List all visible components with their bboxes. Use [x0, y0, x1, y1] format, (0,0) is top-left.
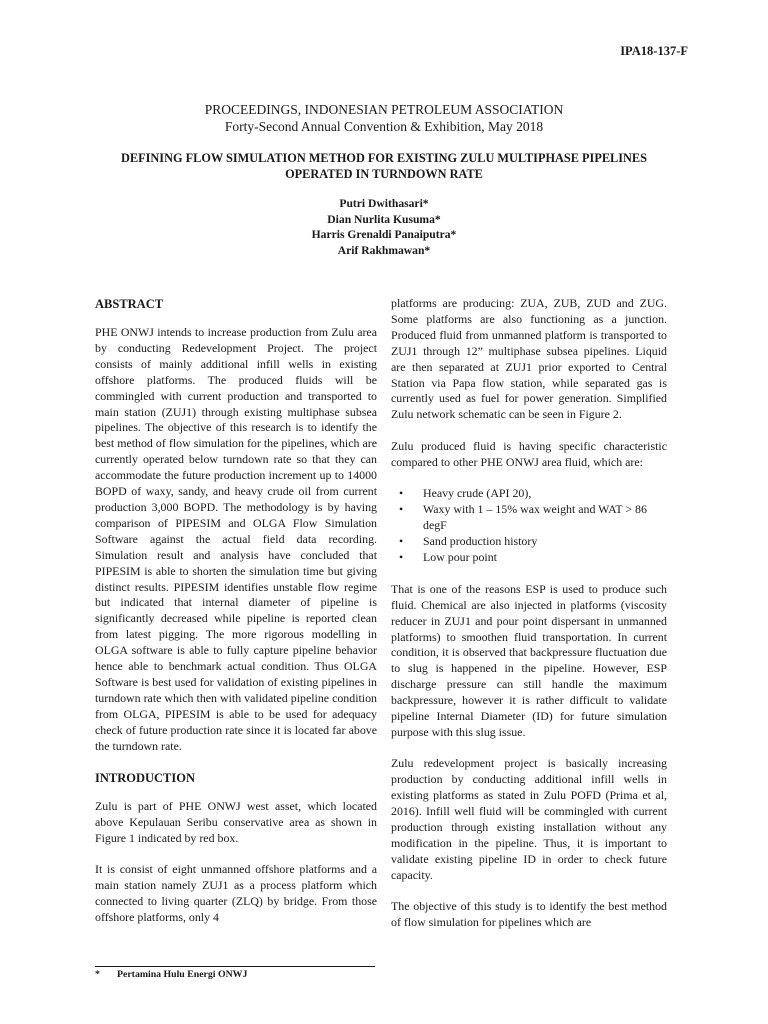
paper-title	[0, 150, 768, 182]
body-paragraph-1: platforms are producing: ZUA, ZUB, ZUD and ZUG. Some platforms are also functioning as a junction. Produced fluid from unmanned platform is transported to ZUJ1 through 12” multiphase subsea pipelines. Liquid are then separated at ZUJ1 prior exported to Central Station via Papa flow station, while separated gas is currently used as fuel for power generation. Simplified Zulu network schematic can be seen in Figure 2.	[391, 296, 667, 422]
abstract-paragraph: PHE ONWJ intends to increase production from Zulu area by conducting Redevelopment Project. The project consists of mainly additional infill wells in existing offshore platforms. The produced fluids will be commingled with current production and transported to main station (ZUJ1) through existing multiphase subsea pipelines. The objective of this research is to identify the best method of flow simulation for the pipelines, which are currently operated below turndown rate so that they can accommodate the future production increment up to 14000 BOPD of waxy, sandy, and heavy crude oil from current production 3,000 BOPD. The methodology is by having comparison of PIPESIM and OLGA Flow Simulation Software against the actual field data recording. Simulation result and analysis have concluded that PIPESIM is able to shorten the simulation time but giving distinct results. PIPESIM identifies unstable flow regime but indicated that internal diameter of pipeline is significantly decreased while pipeline is reported clean from latest pigging. The more rigorous modelling in OLGA software is able to fully capture pipeline behavior hence able to benchmark actual condition. Thus OLGA Software is best used for validation of existing pipelines in turndown rate which then with validated pipeline condition from OLGA, PIPESIM is able to be used for adequacy check of future production rate since it is located far above the turndown rate.	[95, 325, 377, 753]
left-column	[95, 296, 377, 942]
abstract-heading: ABSTRACT	[95, 297, 164, 311]
footnote-mark: *	[95, 969, 100, 980]
author: Putri Dwithasari*	[339, 197, 429, 210]
body-paragraph-4: Zulu redevelopment project is basically increasing production by conducting additional infill wells in existing platforms as stated in Zulu POFD (Prima et al, 2016). Infill well fluid will be commingled with current production through existing installation without any modification in the pipeline. Thus, it is important to validate existing pipeline ID in order to check future capacity.	[391, 756, 667, 882]
author: Dian Nurlita Kusuma*	[327, 212, 441, 226]
introduction-paragraph-2: It is consist of eight unmanned offshore platforms and a main station namely ZUJ1 as a process platform which connected to living quarter (ZLQ) by bridge. From those offshore platforms, only 4	[95, 862, 377, 925]
list-item: • Heavy crude (API 20),	[421, 486, 667, 502]
body-paragraph-2: Zulu produced fluid is having specific characteristic compared to other PHE ONWJ area fluid, which are:	[391, 438, 667, 469]
right-column	[391, 296, 667, 947]
proceedings-title: PROCEEDINGS, INDONESIAN PETROLEUM ASSOCIATION	[204, 102, 564, 117]
paper-title-line-2: OPERATED IN TURNDOWN RATE	[285, 167, 483, 181]
proceedings-header	[0, 101, 768, 135]
list-item: • Low pour point	[421, 550, 667, 566]
footnote	[95, 969, 247, 980]
introduction-heading: INTRODUCTION	[95, 771, 196, 786]
proceedings-subtitle: Forty-Second Annual Convention & Exhibition, May 2018	[224, 119, 544, 134]
body-paragraph-5: The objective of this study is to identify the best method of flow simulation for pipelines which are	[391, 899, 667, 930]
list-item: • Sand production history	[421, 534, 667, 550]
introduction-paragraph-1: Zulu is part of PHE ONWJ west asset, which located above Kepulauan Seribu conservative area as shown in Figure 1 indicated by red box.	[95, 799, 377, 845]
footnote-affiliation: Pertamina Hulu Energi ONWJ	[117, 969, 248, 980]
footnote-divider	[95, 966, 375, 967]
list-item: • Waxy with 1 – 15% wax weight and WAT > 86 degF	[421, 502, 667, 534]
author: Harris Grenaldi Panaiputra*	[311, 228, 457, 241]
paper-title-line-1: DEFINING FLOW SIMULATION METHOD FOR EXISTING ZULU MULTIPHASE PIPELINES	[121, 151, 647, 165]
author: Arif Rakhmawan*	[337, 243, 431, 257]
author-list	[0, 196, 768, 258]
fluid-characteristics-list	[391, 486, 667, 566]
body-paragraph-3: That is one of the reasons ESP is used to produce such fluid. Chemical are also injected in platforms (viscosity reducer in ZUJ1 and pour point dispersant in unmanned platforms) to smoothen fluid transportation. In current condition, it is observed that backpressure fluctuation due to slug is happened in the pipeline. However, ESP discharge pressure can still handle the maximum backpressure, however it is rather difficult to validate pipeline Internal Diameter (ID) for future simulation purpose with this slug issue.	[391, 581, 667, 739]
paper-id: IPA18-137-F	[620, 44, 688, 58]
